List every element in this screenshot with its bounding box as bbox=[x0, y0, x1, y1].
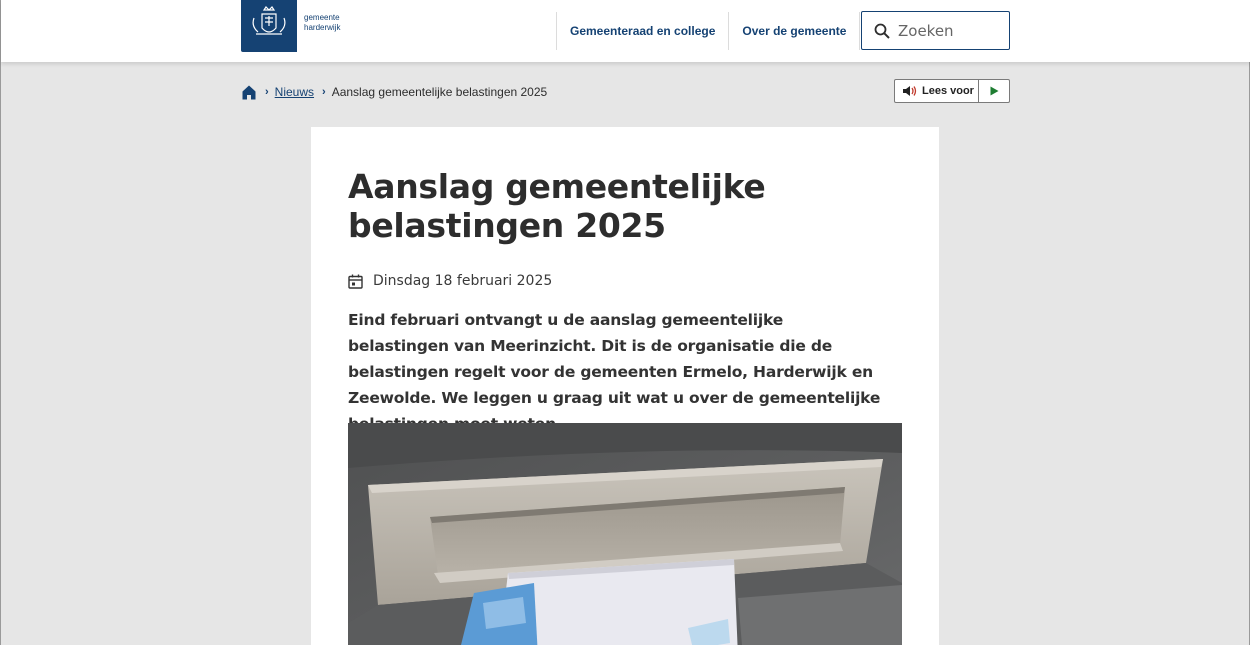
mailbox-letter-image bbox=[348, 423, 902, 645]
lees-voor-label: Lees voor bbox=[922, 85, 974, 97]
chevron-right-icon: › bbox=[265, 86, 269, 98]
article-photo-mailbox bbox=[348, 423, 902, 645]
nav-item-over-de-gemeente[interactable]: Over de gemeente bbox=[728, 12, 860, 50]
article-date bbox=[348, 273, 552, 289]
article-intro: Eind februari ontvangt u de aanslag gemeentelijke belastingen van Meerinzicht. Dit is de organisatie die de belastingen regelt voor de gemeenten Ermelo, Harderwijk en Zeewolde. We leggen u graag uit wat u over de gemeentelijke bbox=[348, 311, 881, 407]
breadcrumb-current: Aanslag gemeentelijke belastingen 2025 bbox=[331, 85, 548, 99]
calendar-icon bbox=[348, 274, 363, 289]
play-icon bbox=[990, 86, 999, 96]
logo-text-line1: gemeente bbox=[304, 13, 340, 22]
search-input[interactable] bbox=[898, 22, 1008, 40]
coat-of-arms-icon bbox=[246, 4, 292, 44]
logo-text-line2: harderwijk bbox=[304, 23, 341, 32]
play-button[interactable] bbox=[979, 80, 1009, 102]
speaker-icon bbox=[902, 85, 918, 97]
logo-text bbox=[304, 13, 340, 33]
readspeaker-widget bbox=[894, 79, 1010, 103]
breadcrumb bbox=[242, 84, 547, 100]
lees-voor-button[interactable] bbox=[895, 80, 979, 102]
site-header bbox=[1, 0, 1250, 62]
article-card bbox=[311, 127, 939, 645]
article-title: Aanslag gemeentelijke belastingen 2025 bbox=[348, 167, 766, 245]
search-icon[interactable] bbox=[874, 23, 890, 39]
nav-item-gemeenteraad[interactable]: Gemeenteraad en college bbox=[556, 12, 728, 50]
chevron-right-icon: › bbox=[322, 86, 326, 98]
search-box[interactable] bbox=[861, 11, 1010, 50]
article-date-text: Dinsdag 18 februari 2025 bbox=[373, 273, 553, 289]
breadcrumb-link-nieuws[interactable]: Nieuws bbox=[274, 85, 315, 99]
home-icon[interactable] bbox=[242, 85, 256, 100]
site-logo[interactable] bbox=[241, 0, 297, 52]
main-nav bbox=[556, 12, 860, 50]
